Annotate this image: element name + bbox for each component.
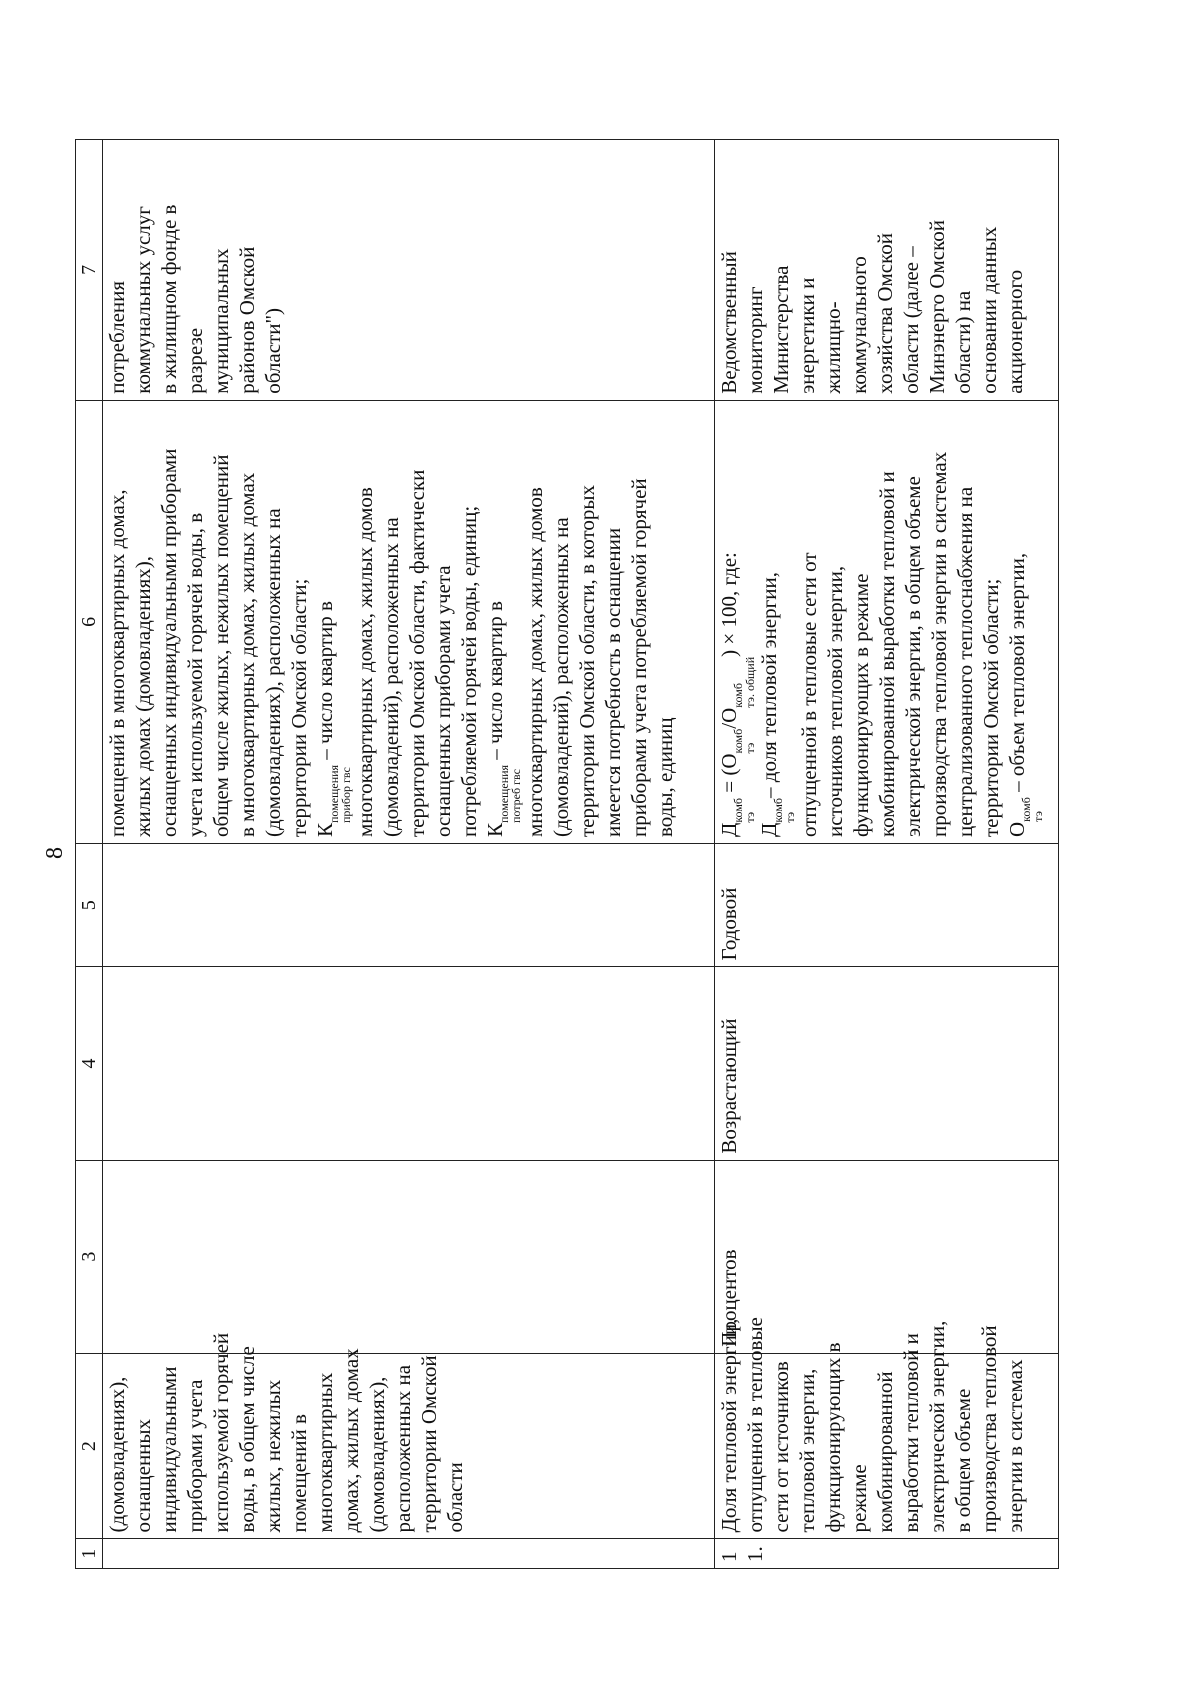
- header-col-4: 4: [76, 967, 103, 1160]
- header-col-5: 5: [76, 844, 103, 967]
- header-row: [76, 140, 103, 1569]
- header-col-6: 6: [76, 400, 103, 843]
- formula-symbol-line: К помещения потреб гвс – число квартир в: [483, 601, 523, 837]
- table-row: [715, 140, 1059, 1569]
- formula-symbol-line: К помещения прибор гвс – число квартир в: [313, 601, 353, 837]
- unit-cell: [103, 1160, 715, 1353]
- header-col-2: 2: [76, 1353, 103, 1539]
- formula-symbol-line: Д комб тэ – доля тепловой энергии,: [757, 572, 797, 837]
- formula-line: Д комб тэ = (О комб тэ /О комб тэ. общий ) × 100, где:: [717, 552, 757, 837]
- row-number: 11.: [715, 1539, 1059, 1569]
- period-cell: [103, 844, 715, 967]
- period-cell: Годовой: [715, 844, 1059, 967]
- source-cell: потребления коммунальных услуг в жилищном фонде в разрезе муниципальных районов Омской области"): [103, 140, 715, 401]
- source-cell: Ведомственный мониторинг Министерства энергетики и жилищно- коммунального хозяйства Омской области (далее – Минэнерго Омской области) на основании данных акционерного: [715, 140, 1059, 401]
- direction-cell: Возрастающий: [715, 967, 1059, 1160]
- method-cell: помещений в многоквартирных домах, жилых домах (домовладениях), оснащенных индивидуальными приборами учета используемой горячей воды, в общем числе жилых, нежилых помещений в многоквартирных домах, жилых домах (домовладениях), расположенных на территории Омской области; К помещения прибор гвс – число квартир в многоквартирных домах, жилых домов (домовладений), расположенных на территории Омской области, фактически оснащенных приборами учета потребляемой горячей воды, единиц; К помещения потреб гвс – число квартир в многоквартирных домах, жилых домов (домовладений), расположенных на территории Омской области, в которых имеется потребность в оснащении приборами учета потребляемой горячей воды, единиц: [103, 400, 715, 843]
- table-row: [103, 140, 715, 1569]
- indicator-name: Доля тепловой энергии, отпущенной в тепловые сети от источников тепловой энергии, функционирующих в режиме комбинированной выработки тепловой и электрической энергии, в общем объеме производства тепловой энергии в системах: [715, 1353, 1059, 1539]
- formula-symbol-line: О комб тэ – объем тепловой энергии,: [1005, 552, 1045, 837]
- direction-cell: [103, 967, 715, 1160]
- indicators-table: [75, 139, 1059, 1569]
- unit-cell: Процентов: [715, 1160, 1059, 1353]
- method-cell: Д комб тэ = (О комб тэ /О комб тэ. общий ) × 100, где: Д комб тэ – доля тепловой энергии, отпущенной в тепловые сети от источников тепловой энергии, функционирующих в режиме комбинированной выработки тепловой и электрической энергии, в общем объеме производства тепловой энергии в системах централизованного теплоснабжения на территории Омской области; О комб тэ – объем тепловой энергии,: [715, 400, 1059, 843]
- header-col-3: 3: [76, 1160, 103, 1353]
- page-number: 8: [42, 847, 68, 859]
- header-col-7: 7: [76, 140, 103, 401]
- header-col-1: 1: [76, 1539, 103, 1569]
- indicator-name: (домовладениях), оснащенных индивидуальными приборами учета используемой горячей воды, в общем числе жилых, нежилых помещений в многоквартирных домах, жилых домах (домовладениях), расположенных на территории Омской области: [103, 1353, 715, 1539]
- row-number: [103, 1539, 715, 1569]
